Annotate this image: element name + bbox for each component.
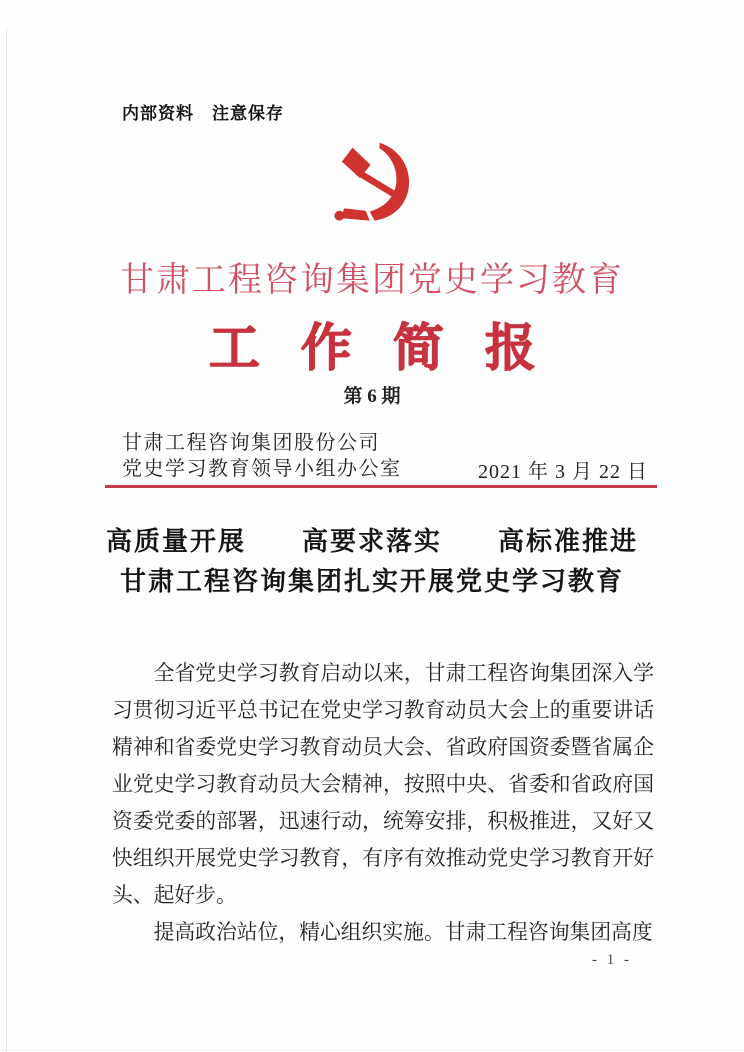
- red-divider-rule: [105, 485, 657, 488]
- issue-number: 第 6 期: [343, 386, 401, 407]
- headline-line-2: 甘肃工程咨询集团扎实开展党史学习教育: [119, 567, 624, 596]
- internal-material-notice: 内部资料 注意保存: [122, 104, 284, 123]
- org-line-2: 党史学习教育领导小组办公室: [122, 458, 402, 480]
- issue-date: 2021 年 3 月 22 日: [478, 461, 648, 483]
- article-body: [112, 655, 654, 951]
- article-headline: [0, 522, 744, 602]
- masthead-title: 甘肃工程咨询集团党史学习教育: [120, 262, 624, 299]
- headline-line-1: 高质量开展 高要求落实 高标准推进: [105, 527, 638, 556]
- page-number: - 1 -: [592, 952, 632, 968]
- bulletin-brush-title: 工作简报: [208, 321, 577, 377]
- scan-edge: [0, 1049, 744, 1050]
- org-line-1: 甘肃工程咨询集团股份公司: [122, 432, 380, 454]
- cpc-party-emblem-icon: [332, 140, 414, 239]
- body-paragraph: 全省党史学习教育启动以来，甘肃工程咨询集团深入学习贯彻习近平总书记在党史学习教育动员大会上的重要讲话精神和省委党史学习教育动员大会、省政府国资委暨省属企业党史学习教育动员大会精神，按照中央、省委和省政府国资委党委的部署，迅速行动，统筹安排，积极推进，又好又快组织开展党史学习教育，有序有效推动党史学习教育开好头、起好步。: [112, 662, 654, 907]
- issuing-organization: [122, 430, 402, 482]
- body-paragraph: 提高政治站位，精心组织实施。甘肃工程咨询集团高度: [153, 921, 653, 944]
